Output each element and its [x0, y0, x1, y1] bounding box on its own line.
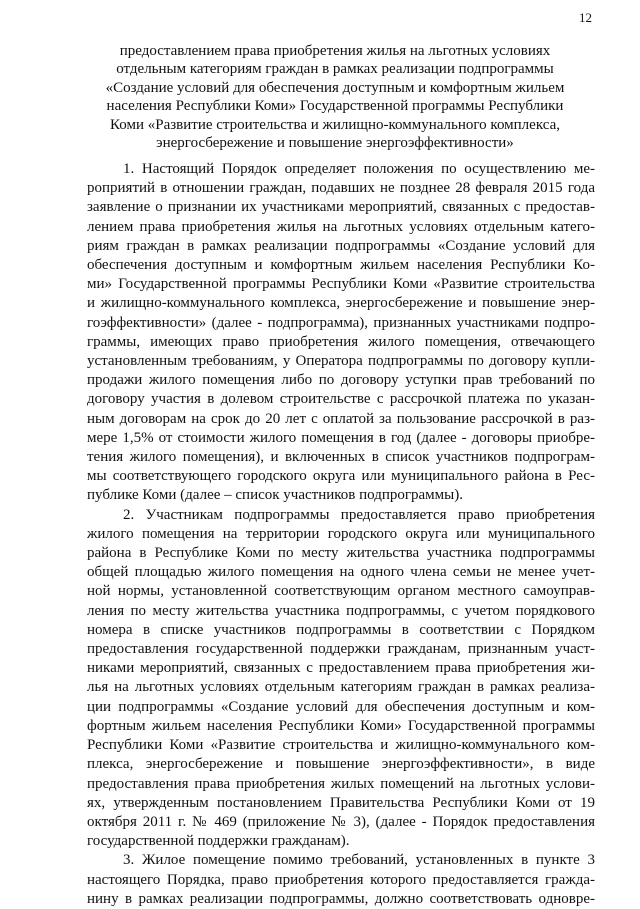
- page-number: 12: [579, 10, 592, 25]
- heading-line: энергосбережение и повышение энергоэффективности»: [156, 135, 514, 152]
- text-line: ции подпрограммы «Создание условий для обеспечения доступным и ком-: [87, 698, 595, 715]
- text-line: роприятий в отношении граждан, подавших не позднее 28 февраля 2015 года: [87, 180, 595, 197]
- text-line: ления по месту жительства участника подпрограммы, с учетом порядкового: [87, 602, 595, 619]
- text-line: плекса, энергосбережение и повышение энергоэффективности», в виде: [87, 756, 595, 773]
- text-line: жилого помещения на территории городского округа или муниципального: [87, 525, 595, 542]
- text-line: риям граждан в рамках реализации подпрограммы «Создание условий для: [87, 237, 595, 254]
- paragraph-1: [87, 160, 595, 506]
- text-line: предоставления государственной поддержки гражданам, признанным участ-: [87, 641, 595, 658]
- text-line: договору участия в долевом строительстве с рассрочкой платежа по указан-: [87, 391, 595, 408]
- text-line: гоэффективности» (далее - подпрограмма), признанных участниками подпро-: [87, 314, 595, 331]
- document-body: [87, 160, 595, 909]
- text-line: ным договорам на срок до 20 лет с оплатой за пользование рассрочкой в раз-: [87, 410, 595, 427]
- text-line: никами мероприятий, связанных с предоставлением права приобретения жи-: [87, 660, 595, 677]
- text-line: предоставления права приобретения жилых помещений на льготных услови-: [87, 775, 595, 792]
- text-line: настоящего Порядка, право приобретения которого предоставляется гражда-: [87, 871, 595, 888]
- heading-line: предоставлением права приобретения жилья на льготных условиях: [119, 43, 551, 59]
- text-line: ной нормы, установленной соответствующим органом местного самоуправ-: [87, 583, 595, 600]
- text-line: публике Коми (далее – список участников подпрограммы).: [87, 487, 463, 504]
- text-line: граммы, имеющих право приобретения жилого помещения, отвечающего: [87, 333, 595, 350]
- text-line: фортным жильем населения Республики Коми» Государственной программы: [87, 717, 595, 734]
- text-line: района в Республике Коми по месту жительства участника подпрограммы: [87, 545, 595, 562]
- text-line: октября 2011 г. № 469 (приложение № 3), (далее - Порядок предоставления: [87, 813, 595, 830]
- text-line: 3. Жилое помещение помимо требований, установленных в пункте 3: [123, 852, 595, 869]
- text-line: заявление о признании их участниками мероприятий, связанных с предостав-: [87, 199, 595, 216]
- heading-line: Коми «Развитие строительства и жилищно-коммунального комплекса,: [110, 116, 560, 133]
- text-line: Республики Коми «Развитие строительства и жилищно-коммунального ком-: [87, 737, 595, 754]
- text-line: государственной поддержки гражданам).: [87, 833, 350, 850]
- text-line: лением права приобретения жилья на льготных условиях отдельным катего-: [87, 218, 595, 235]
- text-line: номера в списке участников подпрограммы в соответствии с Порядком: [87, 621, 595, 638]
- heading-line: отдельным категориям граждан в рамках реализации подпрограммы: [116, 61, 554, 78]
- paragraph-3: [87, 851, 595, 909]
- section-heading: [95, 42, 575, 152]
- text-line: установленным требованиям, у Оператора подпрограммы по договору купли-: [87, 353, 595, 370]
- heading-line: населения Республики Коми» Государственной программы Республики: [106, 98, 564, 115]
- paragraph-2: [87, 506, 595, 852]
- text-line: ях, утвержденным постановлением Правительства Республики Коми от 19: [87, 794, 595, 811]
- text-line: обеспечения доступным и комфортным жильем населения Республики Ко-: [87, 257, 595, 274]
- text-line: продажи жилого помещения либо по договору уступки прав требований по: [87, 372, 595, 389]
- text-line: нину в рамках реализации подпрограммы, должно соответствовать одновре-: [87, 890, 595, 907]
- text-line: лья на льготных условиях отдельным категориям граждан в рамках реализа-: [87, 679, 595, 696]
- text-line: мере 1,5% от стоимости жилого помещения в год (далее - договоры приобре-: [87, 429, 595, 446]
- heading-line: «Создание условий для обеспечения доступным и комфортным жильем: [105, 79, 565, 96]
- text-line: тения жилого помещения), и включенных в список участников подпрограм-: [87, 449, 595, 466]
- text-line: 2. Участникам подпрограммы предоставляется право приобретения: [123, 506, 595, 523]
- text-line: ми» Государственной программы Республики Коми «Развитие строительства: [87, 276, 595, 293]
- text-line: общей площадью жилого помещения на одного члена семьи не менее учет-: [87, 564, 595, 581]
- text-line: и жилищно-коммунального комплекса, энергосбережение и повышение энер-: [87, 295, 595, 312]
- text-line: 1. Настоящий Порядок определяет положения по осуществлению ме-: [123, 161, 595, 177]
- text-line: мы соответствующего городского округа или муниципального района в Рес-: [87, 468, 595, 485]
